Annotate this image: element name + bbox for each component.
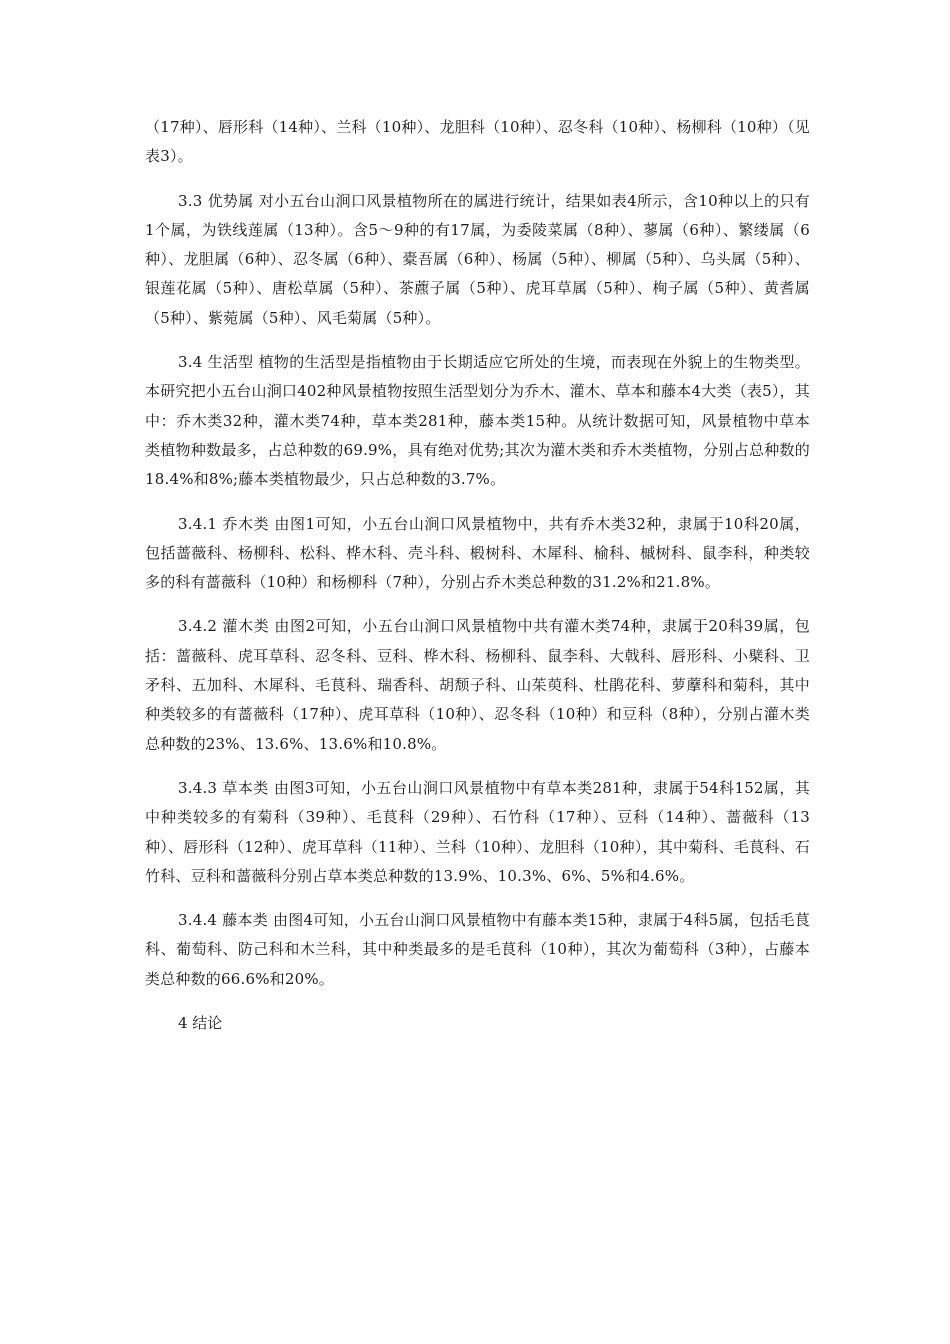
paragraph-life-form: 3.4 生活型 植物的生活型是指植物由于长期适应它所处的生境，而表现在外貌上的生物类型。本研究把小五台山涧口402种风景植物按照生活型划分为乔木、灌木、草本和藤本4大类（表5），其中：乔木类32种，灌木类74种，草本类281种，藤本类15种。从统计数据可知，风景植物中草本类植物种数最多，占总种数的69.9%，具有绝对优势;其次为灌木类和乔木类植物，分别占总种数的18.4%和8%;藤本类植物最少，只占总种数的3.7%。 (145, 353, 810, 489)
paragraph-gap (145, 759, 810, 774)
paragraph-trees: 3.4.1 乔木类 由图1可知，小五台山涧口风景植物中，共有乔木类32种，隶属于10科20属，包括蔷薇科、杨柳科、松科、桦木科、壳斗科、椴树科、木犀科、榆科、槭树科、鼠李科，种类较多的科有蔷薇科（10种）和杨柳科（7种），分别占乔木类总种数的31.2%和21.8%。 (145, 514, 810, 592)
paragraph-gap (145, 891, 810, 906)
section-heading-conclusion: 4 结论 (178, 1014, 223, 1033)
paragraph-shrubs: 3.4.2 灌木类 由图2可知，小五台山涧口风景植物中共有灌木类74种，隶属于20科39属，包括：蔷薇科、虎耳草科、忍冬科、豆科、桦木科、杨柳科、鼠李科、大戟科、唇形科、小檗科、卫矛科、五加科、木犀科、毛茛科、瑞香科、胡颓子科、山茱萸科、杜鹃花科、萝藦科和菊科，其中种类较多的有蔷薇科（17种）、虎耳草科（10种）、忍冬科（10种）和豆科（8种），分别占灌木类总种数的23%、13.6%、13.6%和10.8%。 (145, 617, 810, 753)
paragraph-family-list-continued: （17种）、唇形科（14种）、兰科（10种）、龙胆科（10种）、忍冬科（10种）、杨柳科（10种）（见表3）。 (145, 118, 810, 166)
paragraph-gap (145, 597, 810, 612)
paragraph-gap (145, 333, 810, 348)
paragraph-gap (145, 994, 810, 1009)
paragraph-gap (145, 172, 810, 187)
paragraph-herbs: 3.4.3 草本类 由图3可知，小五台山涧口风景植物中有草本类281种，隶属于54科152属，其中种类较多的有菊科（39种）、毛茛科（29种）、石竹科（17种）、豆科（14种）、蔷薇科（13种）、唇形科（12种）、虎耳草科（11种）、兰科（10种）、龙胆科（10种），其中菊科、毛茛科、石竹科、豆科和蔷薇科分别占草本类总种数的13.9%、10.3%、6%、5%和4.6%。 (145, 778, 810, 885)
paragraph-dominant-genera: 3.3 优势属 对小五台山涧口风景植物所在的属进行统计，结果如表4所示，含10种以上的只有1个属，为铁线莲属（13种）。含5～9种的有17属，为委陵菜属（8种）、蓼属（6种）、繁缕属（6种）、龙胆属（6种）、忍冬属（6种）、橐吾属（6种）、杨属（5种）、柳属（5种）、乌头属（5种）、银莲花属（5种）、唐松草属（5种）、茶藨子属（5种）、虎耳草属（5种）、栒子属（5种）、黄耆属（5种）、紫菀属（5种）、风毛菊属（5种）。 (145, 191, 810, 327)
paragraph-vines: 3.4.4 藤本类 由图4可知，小五台山涧口风景植物中有藤本类15种，隶属于4科5属，包括毛茛科、葡萄科、防己科和木兰科，其中种类最多的是毛茛科（10种），其次为葡萄科（3种），占藤本类总种数的66.6%和20%。 (145, 911, 810, 988)
document-page (145, 113, 810, 1038)
paragraph-gap (145, 495, 810, 510)
